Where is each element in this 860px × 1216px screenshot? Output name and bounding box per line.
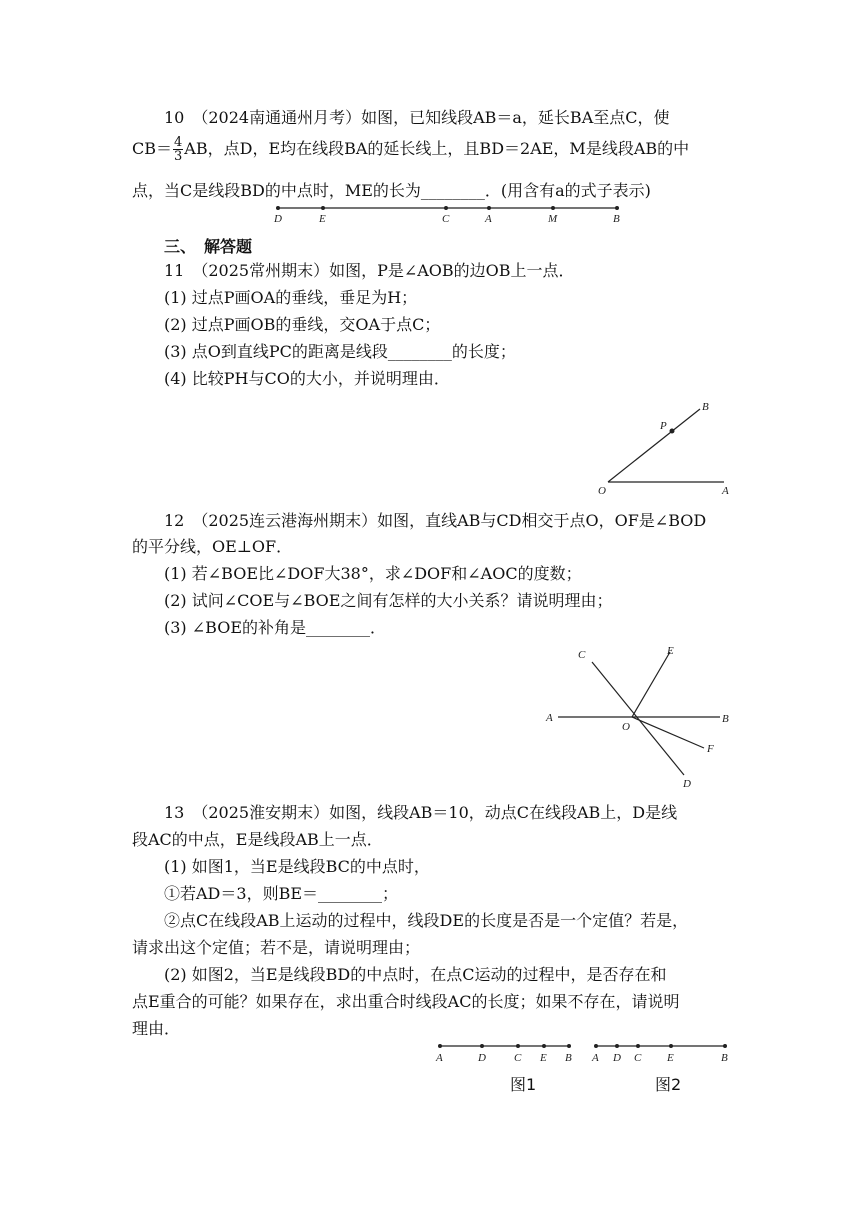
- q12-item-3: (3) ∠BOE的补角是________．: [164, 618, 387, 637]
- q12-label-e: E: [667, 645, 674, 657]
- q11-label-p: P: [660, 420, 667, 432]
- q11-label-a: A: [722, 485, 729, 497]
- q13-fig1-label-d: D: [478, 1052, 486, 1064]
- q13-fig1-label-a: A: [436, 1052, 443, 1064]
- q11-item-4: (4) 比较PH与CO的大小，并说明理由．: [164, 369, 450, 388]
- q10-point-c: [444, 206, 448, 210]
- q13-part-2-cont: 点E重合的可能？如果存在，求出重合时线段AC的长度；如果不存在，请说明: [132, 992, 680, 1011]
- q13-fig2-point-b: [723, 1044, 727, 1048]
- q11-label-b: B: [702, 401, 709, 413]
- q13-figure-2: [588, 1040, 738, 1066]
- q13-part-2-end: 理由．: [132, 1019, 181, 1038]
- q11-item-1: (1) 过点P画OA的垂线，垂足为H；: [164, 288, 418, 307]
- q10-line-2: [132, 136, 689, 163]
- q10-label-m: M: [548, 213, 558, 225]
- q10-cb-eq: CB＝: [132, 139, 173, 158]
- q12-ray-oe: [632, 652, 670, 717]
- q13-figure-1: [432, 1040, 582, 1066]
- q10-line-3: 点，当C是线段BD的中点时，ME的长为________．(用含有a的式子表示): [132, 181, 651, 200]
- q13-fig1-point-a: [438, 1044, 442, 1048]
- q12-label-f: F: [707, 743, 714, 755]
- q13-fig2-label-a: A: [592, 1052, 599, 1064]
- q12-label-c: C: [578, 649, 586, 661]
- q10-fraction: [173, 136, 183, 163]
- section-heading-answers: 三、 解答题: [164, 237, 253, 256]
- q12-label-d: D: [683, 778, 691, 790]
- q13-fig1-point-d: [480, 1044, 484, 1048]
- q13-fig2-point-a: [594, 1044, 598, 1048]
- q10-label-e: E: [319, 213, 326, 225]
- q12-stem-2: 的平分线，OE⊥OF．: [132, 537, 293, 556]
- q10-label-d: D: [274, 213, 282, 225]
- q10-label-a: A: [485, 213, 492, 225]
- q13-fig2-label-c: C: [634, 1052, 642, 1064]
- q11-angle-figure: [590, 395, 740, 500]
- q10-line-2-rest: AB，点D，E均在线段BA的延长线上，且BD＝2AE，M是线段AB的中: [184, 139, 690, 158]
- q10-point-d: [276, 206, 280, 210]
- q10-point-b: [615, 206, 619, 210]
- q13-part-2: (2) 如图2，当E是线段BD的中点时，在点C运动的过程中，是否存在和: [164, 965, 667, 984]
- q13-fig1-label-e: E: [540, 1052, 547, 1064]
- q13-fig1-point-b: [567, 1044, 571, 1048]
- q13-fig1-point-e: [542, 1044, 546, 1048]
- q11-item-2: (2) 过点P画OB的垂线，交OA于点C；: [164, 315, 441, 334]
- q13-stem-2: 段AC的中点，E是线段AB上一点．: [132, 830, 383, 849]
- q10-label-c: C: [442, 213, 450, 225]
- q13-part-1b: ②点C在线段AB上运动的过程中，线段DE的长度是否是一个定值？若是，: [164, 911, 689, 930]
- q13-part-1: (1) 如图1，当E是线段BC的中点时，: [164, 857, 430, 876]
- q13-part-1a: ①若AD＝3，则BE＝________；: [164, 884, 399, 903]
- q13-fig1-label-b: B: [565, 1052, 572, 1064]
- q10-label-b: B: [613, 213, 620, 225]
- q13-fig1-label-c: C: [514, 1052, 522, 1064]
- q12-label-o: O: [622, 721, 630, 733]
- q13-part-1b-cont: 请求出这个定值；若不是，请说明理由；: [132, 938, 421, 957]
- q13-fig1-point-c: [516, 1044, 520, 1048]
- q12-ray-of: [632, 717, 704, 748]
- q11-item-3: (3) 点O到直线PC的距离是线段________的长度；: [164, 342, 516, 361]
- q11-label-o: O: [598, 485, 606, 497]
- q13-fig2-point-c: [636, 1044, 640, 1048]
- q12-line-cd: [592, 662, 684, 775]
- q12-stem-1: 12 （2025连云港海州期末）如图，直线AB与CD相交于点O，OF是∠BOD: [164, 511, 707, 530]
- q10-frac-num: 4: [174, 135, 183, 150]
- q10-point-a: [487, 206, 491, 210]
- q10-segment-figure: [270, 202, 630, 226]
- q11-stem: 11 （2025常州期末）如图，P是∠AOB的边OB上一点．: [164, 261, 575, 280]
- q13-figure-2-caption: 图2: [655, 1075, 682, 1094]
- q13-fig2-point-d: [615, 1044, 619, 1048]
- q13-fig2-label-e: E: [667, 1052, 674, 1064]
- q10-point-m: [551, 206, 555, 210]
- q12-lines-figure: [540, 640, 740, 792]
- q11-point-p: [670, 429, 675, 434]
- q13-stem-1: 13 （2025淮安期末）如图，线段AB＝10，动点C在线段AB上，D是线: [164, 803, 678, 822]
- q11-ray-ob: [608, 409, 700, 482]
- q10-line-1: 10 （2024南通通州月考）如图，已知线段AB＝a，延长BA至点C，使: [164, 108, 670, 127]
- q12-item-2: (2) 试问∠COE与∠BOE之间有怎样的大小关系？请说明理由；: [164, 591, 613, 610]
- q10-frac-den: 3: [174, 149, 183, 164]
- q12-item-1: (1) 若∠BOE比∠DOF大38°，求∠DOF和∠AOC的度数；: [164, 564, 582, 583]
- q13-fig2-point-e: [669, 1044, 673, 1048]
- q10-point-e: [321, 206, 325, 210]
- q12-label-a: A: [546, 712, 553, 724]
- q13-fig2-label-b: B: [721, 1052, 728, 1064]
- q12-label-b: B: [722, 713, 729, 725]
- q13-fig2-label-d: D: [613, 1052, 621, 1064]
- q13-figure-1-caption: 图1: [510, 1075, 537, 1094]
